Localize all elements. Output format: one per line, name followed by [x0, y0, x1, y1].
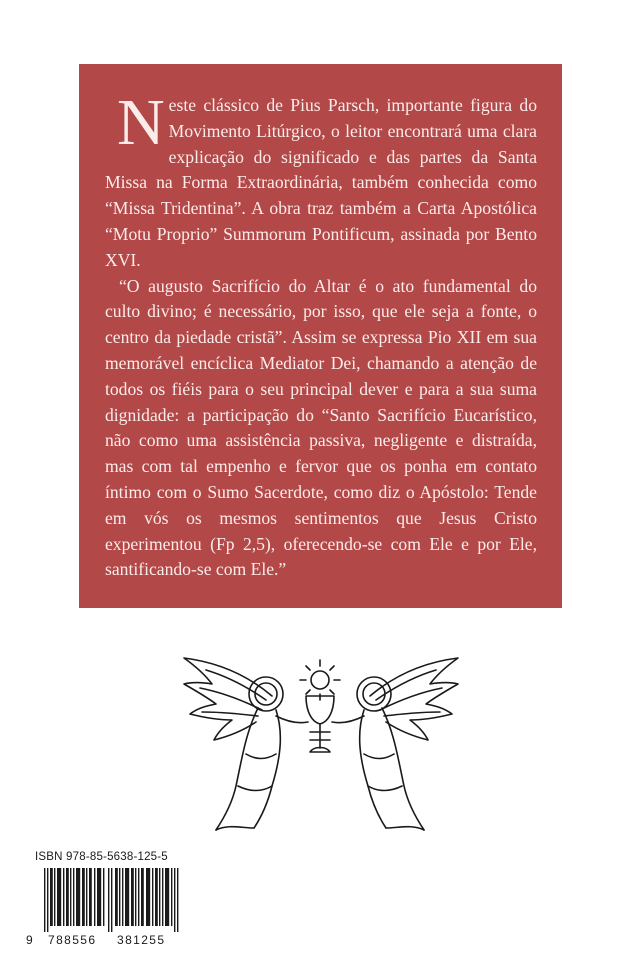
- isbn-digits-left: 788556: [48, 933, 97, 947]
- barcode-icon: [34, 868, 189, 932]
- isbn-label: ISBN 978-85-5638-125-5: [35, 851, 168, 863]
- synopsis-paragraph-1: [105, 86, 537, 274]
- paragraph-1-text: este clássico de Pius Parsch, importante figura do Movimento Litúrgico, o leitor encontrará uma clara explicação do significado e das partes da Santa Missa na Forma Extraordinária, também conhecida como “Missa Tridentina”. A obra traz também a Carta Apostólica “Motu Proprio” Summorum Pontificum, assinada por Bento XVI.: [105, 95, 537, 270]
- drop-cap: N: [117, 86, 165, 159]
- synopsis-paragraph-2: “O augusto Sacrifício do Altar é o ato fundamental do culto divino; é necessário, por isso, que ele seja a fonte, o centro da piedade cristã”. Assim se expressa Pio XII em sua memorável encíclica Mediator Dei, chamando a atenção de todos os fiéis para o seu principal dever e para a sua suma dignidade: a participação do “Santo Sacrifício Eucarístico, não como uma assistência passiva, negligente e distraída, mas com tal empenho e fervor que os ponha em contato íntimo com o Sumo Sacerdote, como diz o Apóstolo: Tende em vós os mesmos sentimentos que Jesus Cristo experimentou (Fp 2,5), oferecendo-se com Ele e por Ele, santificando-se com Ele.”: [105, 275, 537, 580]
- angels-with-chalice-icon: [176, 636, 466, 836]
- isbn-digits-right: 381255: [117, 933, 166, 947]
- isbn-digit-first: 9: [26, 933, 35, 947]
- synopsis: [105, 86, 537, 583]
